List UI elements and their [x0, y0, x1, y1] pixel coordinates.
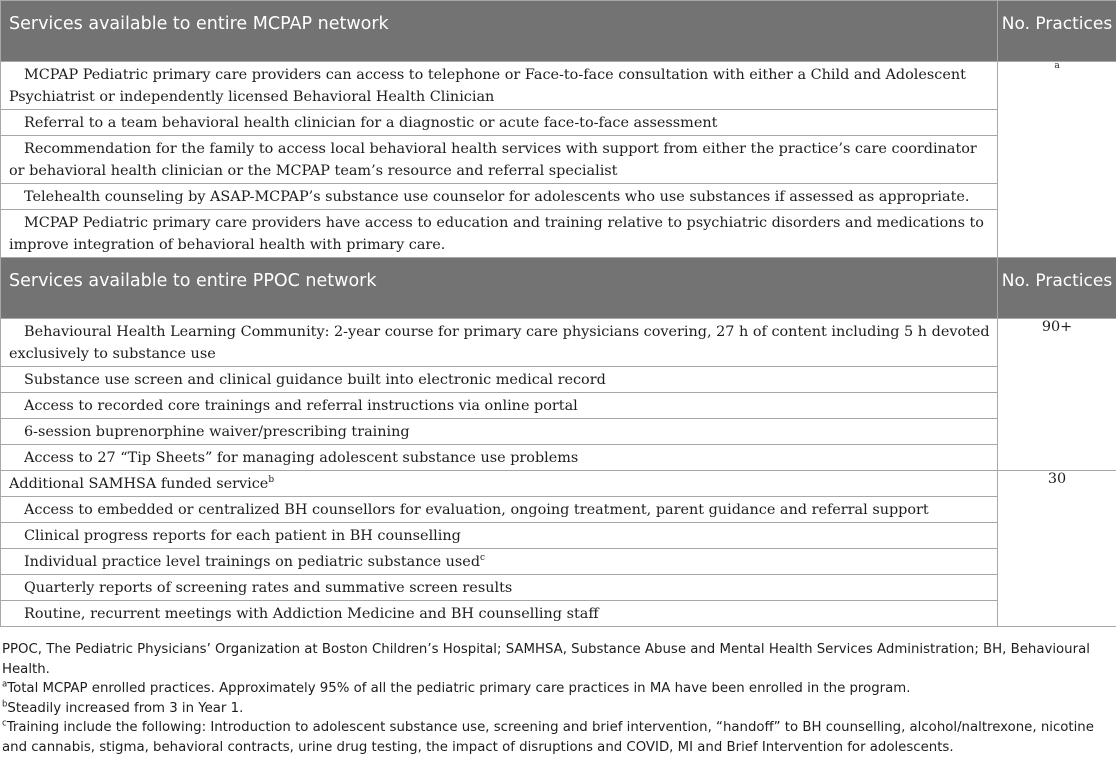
mcpap-count-header: No. Practices	[998, 1, 1116, 62]
samhsa-service-1: Access to embedded or centralized BH counsellors for evaluation, ongoing treatment, parent guidance and referral support	[9, 499, 991, 521]
mcpap-service-3: Recommendation for the family to access local behavioral health services with support from either the practice’s care coordinator or behavioral health clinician or the MCPAP team’s resource and referral specialist	[9, 138, 991, 182]
table-row	[1, 210, 1116, 258]
table-row	[1, 419, 1116, 445]
ppoc-service-3: Access to recorded core trainings and referral instructions via online portal	[9, 395, 991, 417]
footnote-b-mark: b	[268, 475, 274, 485]
table-row	[1, 62, 1116, 110]
table-row	[1, 367, 1116, 393]
footnote-a: $^a$Total MCPAP enrolled practices. Approximately 95% of all the pediatric primary care practices in MA have been enrolled in the program.	[2, 679, 1116, 699]
mcpap-service-2: Referral to a team behavioral health clinician for a diagnostic or acute face-to-face assessment	[9, 112, 991, 134]
footnote-a-mark: a	[1054, 61, 1059, 71]
samhsa-section-label: Additional SAMHSA funded service$^b$	[9, 473, 991, 495]
table-row	[1, 601, 1116, 627]
table-row	[1, 497, 1116, 523]
table-row	[1, 393, 1116, 419]
footnote-abbreviations: PPOC, The Pediatric Physicians’ Organization at Boston Children’s Hospital; SAMHSA, Substance Abuse and Mental Health Services Administration; BH, Behavioural Health.	[2, 640, 1116, 679]
table-row	[1, 110, 1116, 136]
mcpap-service-1: MCPAP Pediatric primary care providers can access to telephone or Face-to-face consultation with either a Child and Adolescent Psychiatrist or independently licensed Behavioral Health Clinician	[9, 64, 991, 108]
table-row	[1, 184, 1116, 210]
table-row	[1, 445, 1116, 471]
mcpap-section-header: Services available to entire MCPAP network	[1, 1, 998, 62]
footnote-c: $^c$Training include the following: Introduction to adolescent substance use, screening and brief intervention, “handoff” to BH counselling, alcohol/naltrexone, nicotine and cannabis, stigma, behavioral contracts, urine drug testing, the impact of disruptions and COVID, MI and Brief Intervention for adolescents.	[2, 718, 1116, 757]
mcpap-practice-count	[998, 62, 1116, 258]
mcpap-service-4: Telehealth counseling by ASAP-MCPAP’s substance use counselor for adolescents who use substances if assessed as appropriate.	[9, 186, 991, 208]
mcpap-service-5: MCPAP Pediatric primary care providers have access to education and training relative to psychiatric disorders and medications to improve integration of behavioral health with primary care.	[9, 212, 991, 256]
mcpap-header-row	[1, 1, 1116, 62]
table-row	[1, 549, 1116, 575]
table-row	[1, 136, 1116, 184]
ppoc-service-2: Substance use screen and clinical guidance built into electronic medical record	[9, 369, 991, 391]
table-row	[1, 575, 1116, 601]
samhsa-service-2: Clinical progress reports for each patient in BH counselling	[9, 525, 991, 547]
table-row	[1, 523, 1116, 549]
footnote-c-mark: c	[480, 553, 485, 563]
ppoc-count-header: No. Practices	[998, 258, 1116, 319]
ppoc-service-4: 6-session buprenorphine waiver/prescribing training	[9, 421, 991, 443]
samhsa-service-3: Individual practice level trainings on pediatric substance used$^c$	[9, 551, 991, 573]
footnote-b: $^b$Steadily increased from 3 in Year 1.	[2, 699, 1116, 719]
ppoc-service-1: Behavioural Health Learning Community: 2-year course for primary care physicians covering, 27 h of content including 5 h devoted exclusively to substance use	[9, 321, 991, 365]
ppoc-header-row	[1, 258, 1116, 319]
samhsa-practice-count: 30	[998, 471, 1116, 627]
samhsa-service-5: Routine, recurrent meetings with Addiction Medicine and BH counselling staff	[9, 603, 991, 625]
table-row	[1, 471, 1116, 497]
ppoc-section-header: Services available to entire PPOC network	[1, 258, 998, 319]
table-footnotes	[0, 627, 1116, 757]
ppoc-service-5: Access to 27 “Tip Sheets” for managing adolescent substance use problems	[9, 447, 991, 469]
samhsa-service-4: Quarterly reports of screening rates and summative screen results	[9, 577, 991, 599]
ppoc-practice-count: 90+	[998, 319, 1116, 471]
table-row	[1, 319, 1116, 367]
